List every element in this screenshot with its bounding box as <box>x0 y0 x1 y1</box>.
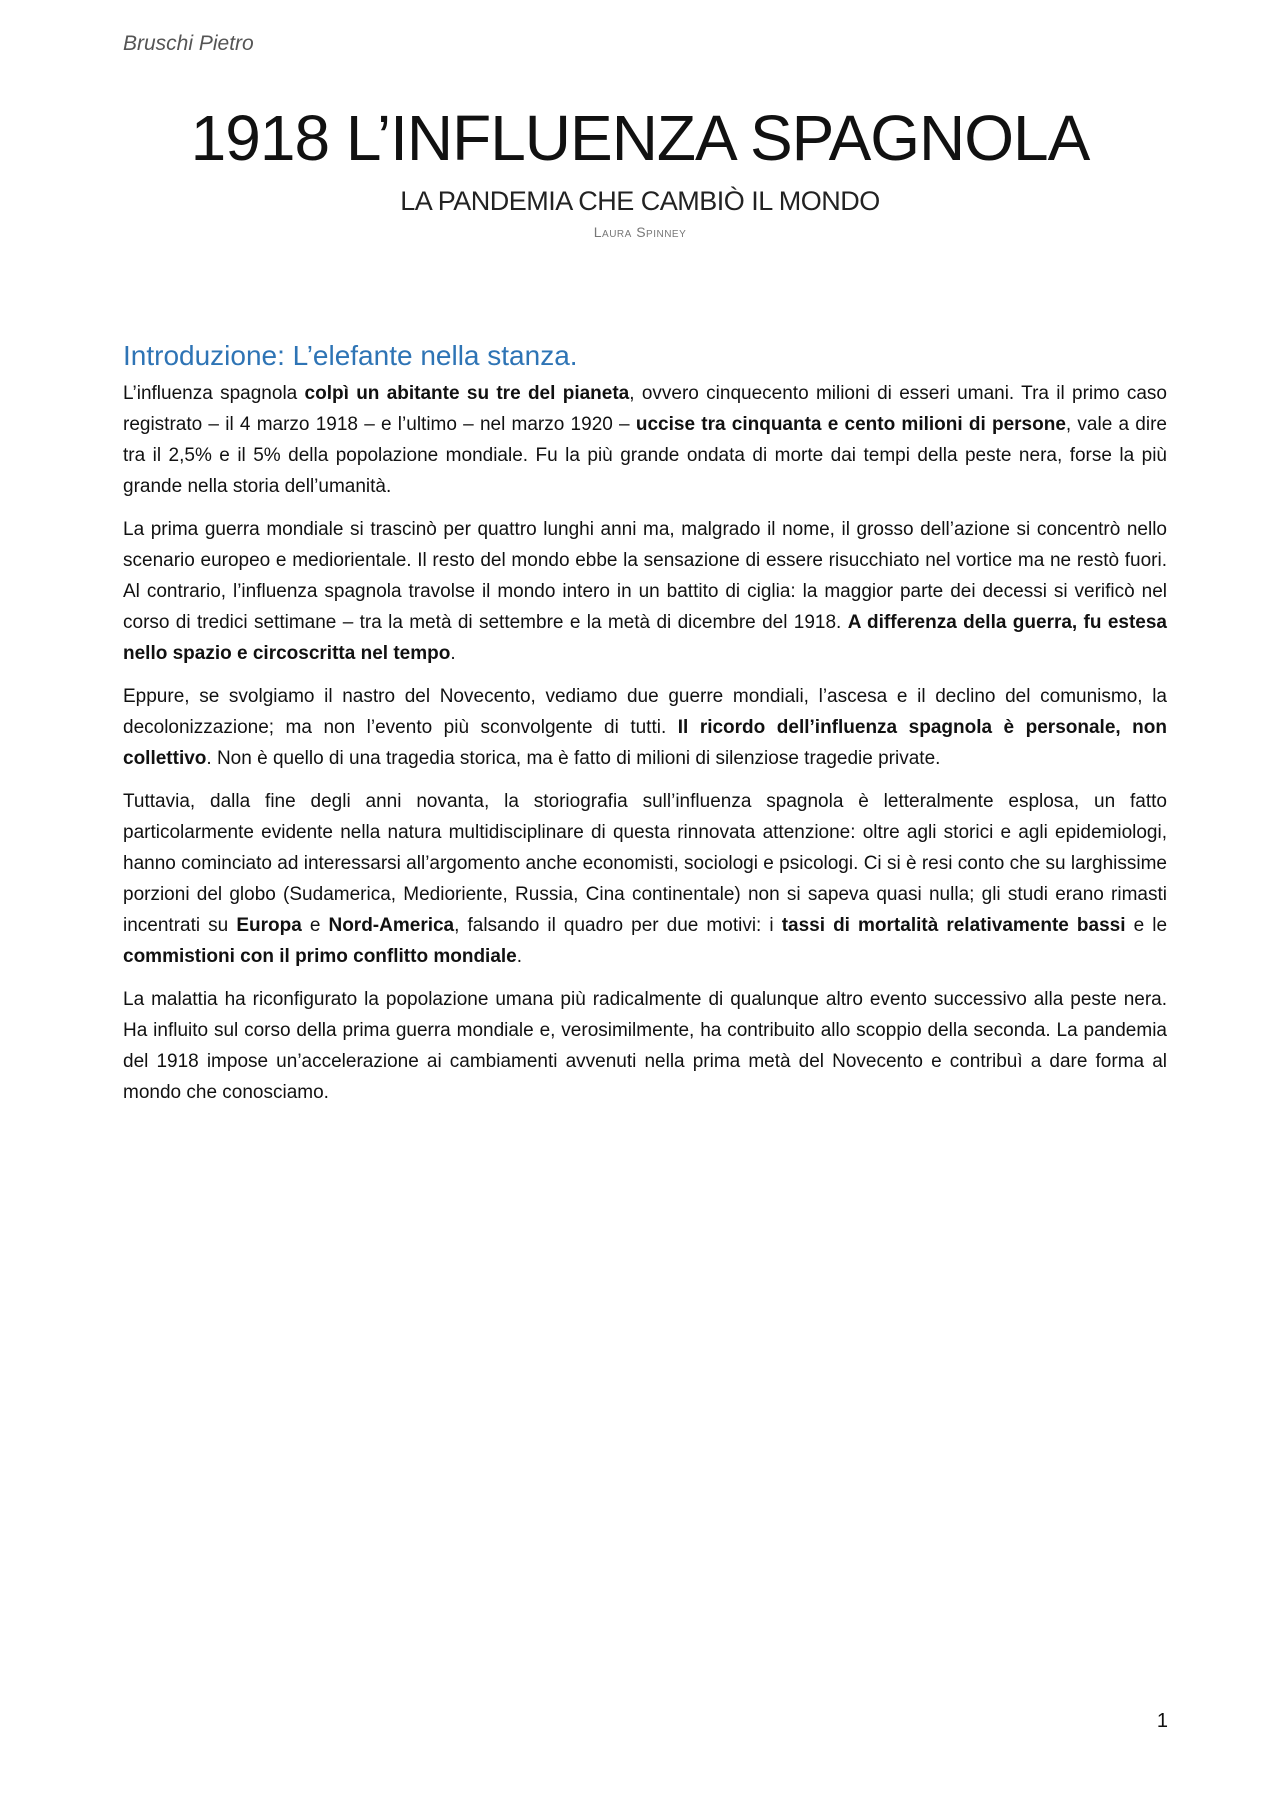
section-heading: Introduzione: L’elefante nella stanza. <box>123 340 578 371</box>
text-run: . <box>516 946 523 967</box>
text-run: . <box>450 643 456 664</box>
bold-text-run: Il ricordo dell’influenza spagnola è personale, non collettivo <box>123 717 1168 769</box>
document-subtitle: LA PANDEMIA CHE CAMBIÒ IL MONDO <box>400 186 880 216</box>
text-run: , ovvero cinquecento milioni di esseri umani. Tra il primo caso registrato – il 4 marzo 1918 – e l’ultimo – nel marzo 1920 – <box>123 383 1167 435</box>
page-number: 1 <box>1156 1710 1168 1732</box>
bold-text-run: colpì un abitante su tre del pianeta <box>304 383 630 404</box>
paragraph-list <box>123 378 1167 1108</box>
bold-text-run: Europa <box>236 915 302 936</box>
body-paragraph <box>123 514 1167 669</box>
bold-text-run: A differenza della guerra, fu estesa nello spazio e circoscritta nel tempo <box>123 612 1167 664</box>
text-run: Eppure, se svolgiamo il nastro del Novecento, vediamo due guerre mondiali, l’ascesa e il declino del comunismo, la decolonizzazione; ma non l’evento più sconvolgente di tutti. <box>123 686 1167 738</box>
text-run: . Non è quello di una tragedia storica, ma è fatto di milioni di silenziose tragedie private. <box>206 748 941 769</box>
bold-text-run: commistioni con il primo conflitto mondiale <box>123 946 517 967</box>
title-block <box>0 98 1280 242</box>
bold-text-run: Nord-America <box>328 915 455 936</box>
document-body <box>123 336 1167 1120</box>
body-paragraph <box>123 984 1167 1108</box>
body-paragraph <box>123 378 1167 502</box>
bold-text-run: uccise tra cinquanta e cento milioni di persone <box>635 414 1066 435</box>
text-run: , falsando il quadro per due motivi: i <box>454 915 782 936</box>
document-title: 1918 L’INFLUENZA SPAGNOLA <box>190 102 1090 174</box>
text-run: L’influenza spagnola <box>123 383 305 404</box>
text-run: e <box>301 915 329 936</box>
text-run: Tuttavia, dalla fine degli anni novanta, la storiografia sull’influenza spagnola è letteralmente esplosa, un fatto particolarmente evidente nella natura multidisciplinare di questa rinnovata attenzione: oltre agli storici e agli epidemiologi, hanno cominciato ad interessarsi all’argomento anche economisti, sociologi e psicologi. Ci si è resi conto che su larghissime porzioni del globo (Sudamerica, Medioriente, Russia, Cina continentale) non si sapeva quasi nulla; gli studi erano rimasti incentrati su <box>123 791 1167 936</box>
text-run: e le <box>1125 915 1168 936</box>
body-paragraph <box>123 786 1167 972</box>
body-paragraph <box>123 681 1167 774</box>
page-header-author: Bruschi Pietro <box>123 32 254 55</box>
text-run: La malattia ha riconfigurato la popolazione umana più radicalmente di qualunque altro evento successivo alla peste nera. Ha influito sul corso della prima guerra mondiale e, verosimilmente, ha contribuito allo scoppio della seconda. La pandemia del 1918 impose un’accelerazione ai cambiamenti avvenuti nella prima metà del Novecento e contribuì a dare forma al mondo che conosciamo. <box>123 989 1167 1103</box>
text-run: La prima guerra mondiale si trascinò per quattro lunghi anni ma, malgrado il nome, il grosso dell’azione si concentrò nello scenario europeo e mediorientale. Il resto del mondo ebbe la sensazione di essere risucchiato nel vortice ma ne restò fuori. Al contrario, l’influenza spagnola travolse il mondo intero in un battito di ciglia: la maggior parte dei decessi si verificò nel corso di tredici settimane – tra la metà di settembre e la metà di dicembre del 1918. <box>123 519 1167 633</box>
bold-text-run: tassi di mortalità relativamente bassi <box>781 915 1126 936</box>
text-run: , vale a dire tra il 2,5% e il 5% della popolazione mondiale. Fu la più grande ondata di morte dai tempi della peste nera, forse la più grande nella storia dell’umanità. <box>123 414 1167 497</box>
book-author: Laura Spinney <box>593 224 687 240</box>
